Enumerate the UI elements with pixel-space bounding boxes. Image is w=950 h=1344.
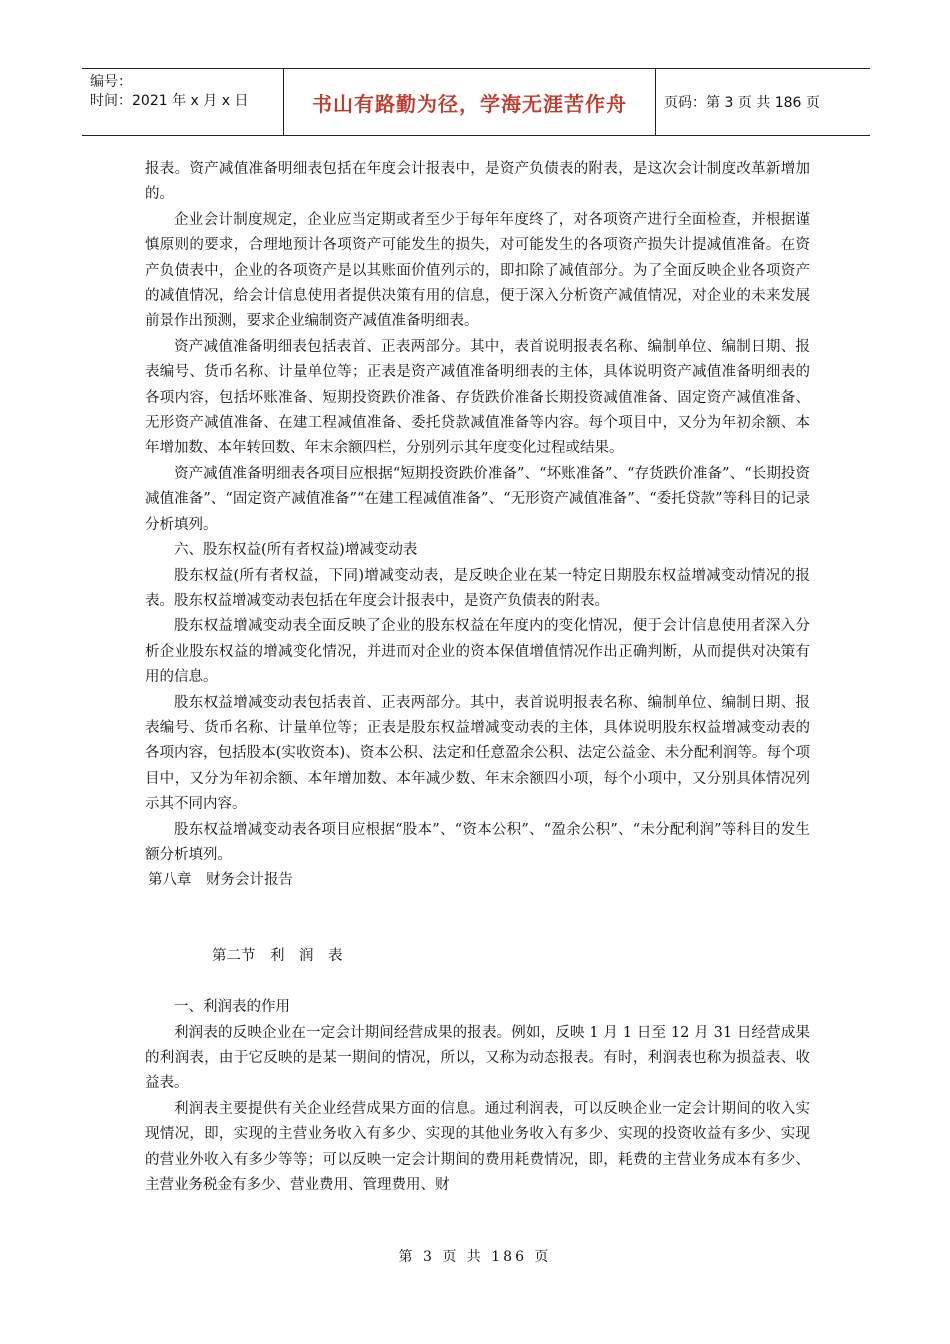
page-footer: 第 3 页 共 186 页 xyxy=(398,1249,552,1265)
document-date: 时间：2021 年 x 月 x 日 xyxy=(90,93,249,109)
header-meta xyxy=(82,69,284,135)
header-page-info: 页码：第 3 页 共 186 页 xyxy=(664,95,820,111)
paragraph: 股东权益(所有者权益，下同)增减变动表，是反映企业在某一特定日期股东权益增减变动情况的报表。股东权益增减变动表包括在年度会计报表中，是资产负债表的附表。 xyxy=(145,567,810,609)
paragraph: 利润表的反映企业在一定会计期间经营成果的报表。例如，反映 1 月 1 日至 12 月 31 日经营成果的利润表，由于它反映的是某一期间的情况，所以，又称为动态报表。有时，利润表也称为损益表、收益表。 xyxy=(145,1024,810,1092)
chapter-title: 第八章 财务会计报告 xyxy=(148,872,293,889)
paragraph: 企业会计制度规定，企业应当定期或者至少于每年年度终了，对各项资产进行全面检查，并根据谨慎原则的要求，合理地预计各项资产可能发生的损失，对可能发生的各项资产损失计提减值准备。在资产负债表中，企业的各项资产是以其账面价值列示的，即扣除了减值部分。为了全面反映企业各项资产的减值情况，给会计信息使用者提供决策有用的信息，便于深入分析资产减值情况，对企业的未来发展前景作出预测，要求企业编制资产减值准备明细表。 xyxy=(145,211,810,330)
paragraph: 报表。资产减值准备明细表包括在年度会计报表中，是资产负债表的附表，是这次会计制度改革新增加的。 xyxy=(145,161,810,203)
header-motto: 书山有路勤为径，学海无涯苦作舟 xyxy=(284,69,656,135)
paragraph: 资产减值准备明细表各项目应根据“短期投资跌价准备”、“坏账准备”、“存货跌价准备”、“长期投资减值准备”、“固定资产减值准备”“在建工程减值准备”、“无形资产减值准备”、“委托贷款”等科目的记录分析填列。 xyxy=(145,465,810,533)
paragraph: 利润表主要提供有关企业经营成果方面的信息。通过利润表，可以反映企业一定会计期间的收入实现情况，即，实现的主营业务收入有多少、实现的其他业务收入有多少、实现的投资收益有多少、实现的营业外收入有多少等等；可以反映一定会计期间的费用耗费情况，即，耗费的主营业务成本有多少、 主营业务税金有多少、营业费用、管理费用、财 xyxy=(145,1100,810,1194)
subsection-heading: 六、股东权益(所有者权益)增减变动表 xyxy=(174,542,418,559)
paragraph: 股东权益增减变动表全面反映了企业的股东权益在年度内的变化情况，便于会计信息使用者深入分析企业股东权益的增减变化情况，并进而对企业的资本保值增值情况作出正确判断，从而提供对决策有用的信息。 xyxy=(145,618,810,686)
section-title: 第二节 利 润 表 xyxy=(212,947,343,964)
document-body xyxy=(145,157,810,1198)
subsection-heading: 一、利润表的作用 xyxy=(174,999,290,1016)
paragraph: 股东权益增减变动表包括表首、正表两部分。其中，表首说明报表名称、编制单位、编制日期、报表编号、货币名称、计量单位等；正表是股东权益增减变动表的主体，具体说明股东权益增减变动表的各项内容，包括股本(实收资本)、资本公积、法定和任意盈余公积、法定公益金、未分配利润等。每个项目中，又分为年初余额、本年增加数、本年减少数、年末余额四小项，每个小项中，又分别具体情况列示其不同内容。 xyxy=(145,694,810,813)
page-header xyxy=(82,68,870,136)
paragraph: 股东权益增减变动表各项目应根据“股本”、“资本公积”、“盈余公积”、“未分配利润”等科目的发生额分析填列。 xyxy=(145,821,810,863)
paragraph: 资产减值准备明细表包括表首、正表两部分。其中，表首说明报表名称、编制单位、编制日期、报表编号、货币名称、计量单位等；正表是资产减值准备明细表的主体，具体说明资产减值准备明细表的各项内容，包括坏账准备、短期投资跌价准备、存货跌价准备长期投资减值准备、固定资产减值准备、无形资产减值准备、在建工程减值准备、委托贷款减值准备等内容。每个项目中，又分为年初余额、本年增加数、本年转回数、年末余额四栏，分别列示其年度变化过程或结果。 xyxy=(145,338,810,457)
document-number-label: 编号： xyxy=(90,74,132,90)
